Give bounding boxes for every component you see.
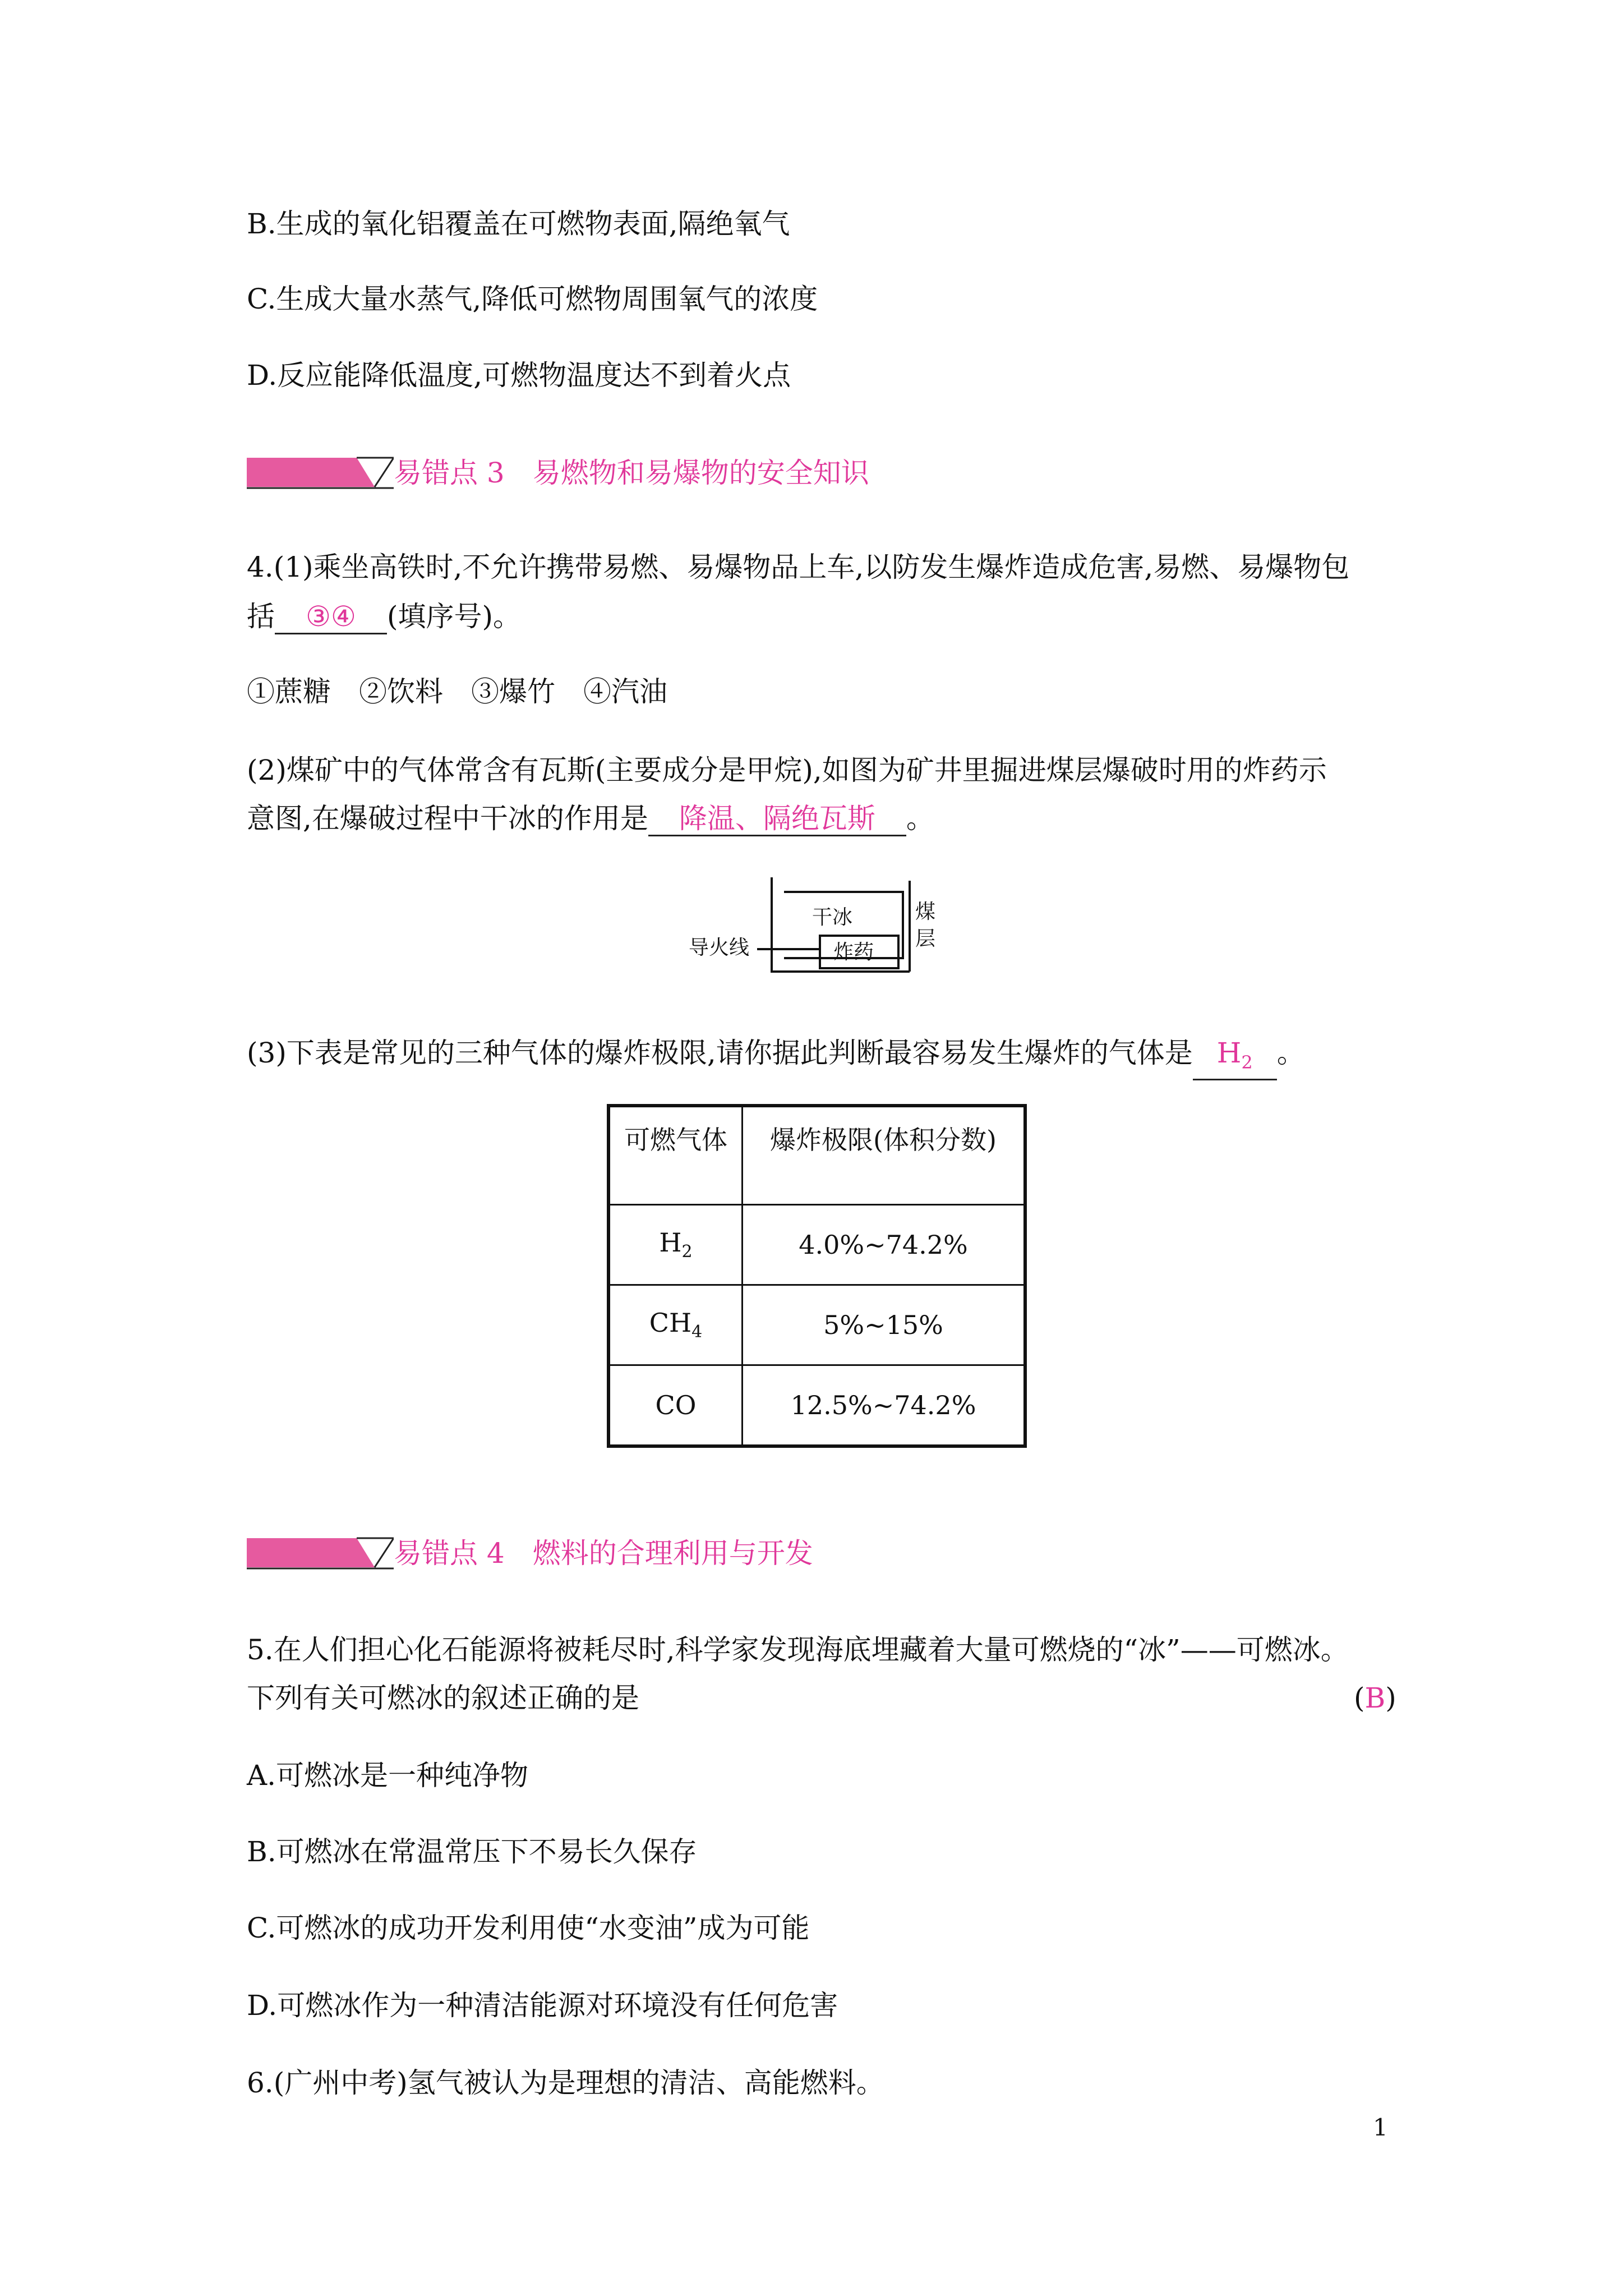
q5-option-b: B.可燃冰在常温常压下不易长久保存	[247, 1835, 697, 1868]
q5-option-a: A.可燃冰是一种纯净物	[247, 1759, 529, 1792]
gas-formula: CH	[649, 1308, 692, 1338]
blasting-diagram-lines	[690, 875, 948, 987]
section-title-3: 易错点 3 易燃物和易爆物的安全知识	[394, 457, 869, 489]
q4-part1-suffix: (填序号)。	[387, 600, 522, 633]
q5-option-d: D.可燃冰作为一种清洁能源对环境没有任何危害	[247, 1989, 838, 2022]
q5-line1: 5.在人们担心化石能源将被耗尽时,科学家发现海底埋藏着大量可燃烧的“冰”——可燃冰。	[247, 1634, 1349, 1666]
table-cell-limit: 5%~15%	[743, 1285, 1026, 1365]
blasting-diagram	[690, 875, 948, 987]
gas-formula-sub: 4	[691, 1322, 703, 1342]
section-banner-3	[247, 453, 1032, 493]
q3-option-c: C.生成大量水蒸气,降低可燃物周围氧气的浓度	[247, 283, 818, 315]
diagram-label-fuse: 导火线	[689, 936, 750, 959]
diagram-label-dry-ice: 干冰	[812, 906, 853, 929]
q3-option-b: B.生成的氧化铝覆盖在可燃物表面,隔绝氧气	[247, 208, 790, 240]
table-cell-limit: 12.5%~74.2%	[743, 1365, 1026, 1447]
explosion-limit-table	[607, 1104, 1027, 1448]
section-banner-4	[247, 1534, 1032, 1573]
section-title-4: 易错点 4 燃料的合理利用与开发	[394, 1537, 813, 1570]
table-header-limit: 爆炸极限(体积分数)	[743, 1106, 1026, 1205]
banner-marker-icon	[247, 453, 394, 491]
q4-part2-answer: 降温、隔绝瓦斯	[648, 802, 906, 836]
diagram-label-explosive: 炸药	[833, 941, 874, 964]
q5-option-c: C.可燃冰的成功开发利用使“水变油”成为可能	[247, 1912, 810, 1944]
table-row	[608, 1285, 1025, 1365]
q4-part3-suffix: 。	[1276, 1037, 1305, 1069]
q4-part3-answer	[1193, 1037, 1277, 1080]
q4-part2-line2	[247, 800, 934, 837]
q5-answer	[1354, 1680, 1396, 1717]
table-row	[608, 1205, 1025, 1285]
q6-line1: 6.(广州中考)氢气被认为是理想的清洁、高能燃料。	[247, 2067, 884, 2099]
table-row	[608, 1365, 1025, 1447]
q4-part2-line1: (2)煤矿中的气体常含有瓦斯(主要成分是甲烷),如图为矿井里掘进煤层爆破时用的炸药示	[247, 754, 1327, 786]
table-cell-gas	[608, 1285, 743, 1365]
q4-part1-line1: 4.(1)乘坐高铁时,不允许携带易燃、易爆物品上车,以防发生爆炸造成危害,易燃、易爆物包	[247, 551, 1350, 583]
q4-part1-items: ①蔗糖 ②饮料 ③爆竹 ④汽油	[247, 675, 667, 708]
table-cell-limit: 4.0%~74.2%	[743, 1205, 1026, 1285]
q4-part1-prefix: 括	[247, 600, 275, 633]
q4-part2-prefix: 意图,在爆破过程中干冰的作用是	[247, 802, 648, 835]
banner-marker-icon	[247, 1534, 394, 1572]
q3-option-d: D.反应能降低温度,可燃物温度达不到着火点	[247, 359, 791, 392]
q4-part1-line2	[247, 598, 521, 635]
page-number: 1	[1373, 2114, 1388, 2141]
q4-part3-answer-main: H	[1216, 1037, 1242, 1069]
table-header-gas: 可燃气体	[608, 1106, 743, 1205]
q5-answer-open: (	[1354, 1682, 1365, 1714]
q4-part2-suffix: 。	[906, 802, 934, 835]
q4-part3-answer-sub: 2	[1241, 1052, 1253, 1073]
gas-formula: H	[659, 1227, 682, 1258]
q5-answer-close: )	[1385, 1682, 1396, 1714]
gas-formula-sub: 2	[681, 1242, 693, 1262]
diagram-label-coal-top: 煤	[915, 900, 936, 923]
q5-line2: 下列有关可燃冰的叙述正确的是	[247, 1682, 639, 1714]
table-cell-gas	[608, 1205, 743, 1285]
q5-answer-letter: B	[1364, 1682, 1386, 1714]
table-header-row	[608, 1106, 1025, 1205]
diagram-label-coal-bottom: 层	[915, 927, 936, 950]
table-cell-gas: CO	[608, 1365, 743, 1447]
q4-part1-answer: ③④	[275, 600, 387, 634]
q4-part3-prefix: (3)下表是常见的三种气体的爆炸极限,请你据此判断最容易发生爆炸的气体是	[247, 1037, 1193, 1069]
q4-part3-line	[247, 1034, 1305, 1080]
